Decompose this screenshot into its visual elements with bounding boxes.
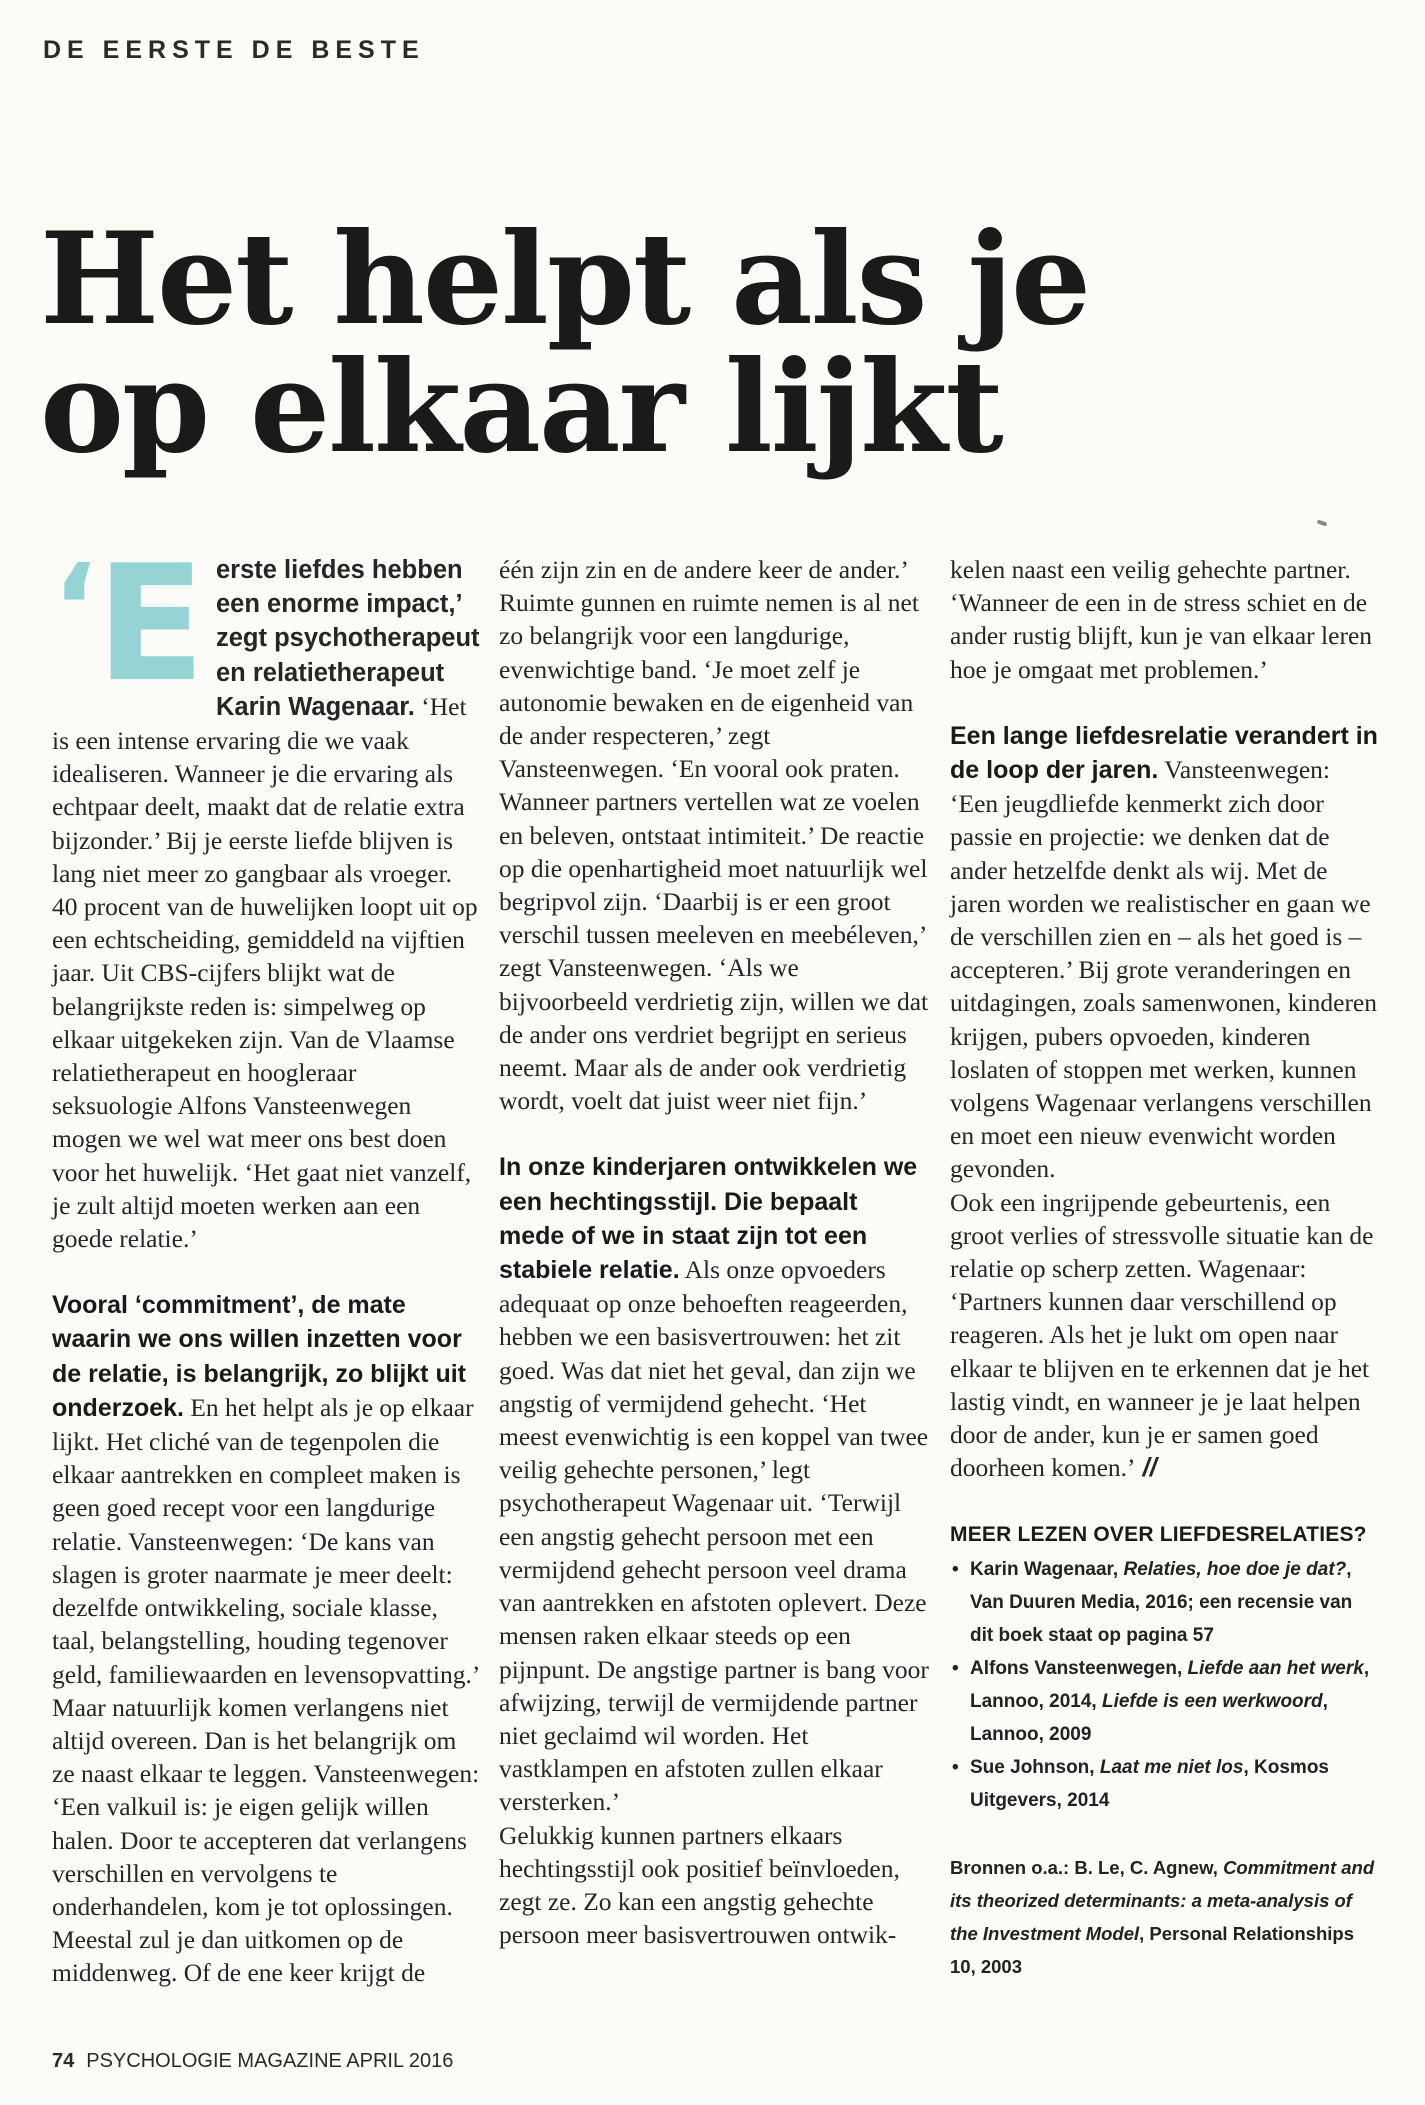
- paragraph: [499, 1150, 929, 1818]
- subheading: Een lange liefdesrelatie verandert in de loop der jaren.: [950, 721, 1378, 785]
- list-item: • Sue Johnson, Laat me niet los, Kosmos Uitgevers, 2014: [950, 1751, 1380, 1817]
- paragraph: [950, 719, 1380, 1186]
- intro-body: ‘Het is een intense ervaring die we vaak idealiseren. Wanneer je die ervaring als echtpaar deelt, maakt dat de relatie extra bijzonder.’ Bij je eerste liefde blijven is lang niet meer zo gangbaar als vroeger. 40 procent van de huwelijken loopt uit op een echtscheiding, gemiddeld na vijftien jaar. Uit CBS-cijfers blijkt wat de belangrijkste reden is: simpelweg op elkaar uitgekeken zijn. Van de Vlaamse relatietherapeut en hoogleraar seksuologie Alfons Vansteenwegen mogen we wel wat meer ons best doen voor het huwelijk. ‘Het gaat niet vanzelf, je zult altijd moeten werken aan een goede relatie.’: [52, 691, 478, 1254]
- headline-line-1: Het helpt als je: [40, 205, 1090, 353]
- sources-note: Bronnen o.a.: B. Le, C. Agnew, Commitment and its theorized determinants: a meta-analysis of the Investment Model, Personal Relationships 10, 2003: [950, 1857, 1375, 1978]
- paragraph: kelen naast een veilig gehechte partner. ‘Wanneer de een in de stress schiet en de ander rustig blijft, kun je van elkaar leren hoe je omgaat met problemen.’: [950, 555, 1373, 684]
- drop-cap: [52, 530, 206, 717]
- paragraph: één zijn zin en de andere keer de ander.’ Ruimte gunnen en ruimte nemen is al net zo belangrijk voor een langdurige, evenwichtige band. ‘Je moet zelf je autonomie bewaken en de eigenheid van de ander respecteren,’ zegt Vansteenwegen. ‘En vooral ook praten. Wanneer partners vertellen wat ze voelen en beleven, ontstaat intimiteit.’ De reactie op die openhartigheid moet natuurlijk wel begripvol zijn. ‘Daarbij is er een groot verschil tussen meeleven en meebéleven,’ zegt Vansteenwegen. ‘Als we bijvoorbeeld verdrietig zijn, willen we dat de ander ons verdriet begrijpt en serieus neemt. Maar als de ander ook verdrietig wordt, voelt dat juist weer niet fijn.’: [499, 555, 929, 1116]
- paragraph-body: Als onze opvoeders adequaat op onze behoeften reageerden, hebben we een basisvertrouwen: het zit goed. Was dat niet het geval, dan zijn we angstig of vermijdend gehecht. ‘Het meest evenwichtig is een koppel van twee veilig gehechte personen,’ legt psychotherapeut Wagenaar uit. ‘Terwijl een angstig gehecht persoon met een vermijdend gehecht persoon veel drama van aantrekken en afstoten oplevert. Deze mensen raken elkaar steeds op een pijnpunt. De angstige partner is bang voor afwijzing, terwijl de vermijdende partner niet geclaimd wil worden. Het vastklampen en afstoten zullen elkaar versterken.’: [499, 1255, 929, 1817]
- read-more-list: [950, 1553, 1380, 1817]
- article-column-3: [950, 553, 1380, 1983]
- read-more-box: [950, 1518, 1380, 1983]
- paragraph: [950, 1186, 1380, 1486]
- paragraph-body: Ook een ingrijpende gebeurtenis, een groot verlies of stressvolle situatie kan de relatie op scherp zetten. Wagenaar: ‘Partners kunnen daar verschillend op reageren. Als het je lukt om open naar elkaar te blijven en te erkennen dat je het lastig vindt, en wanneer je je laat helpen door de ander, kun je er samen goed doorheen komen.’: [950, 1187, 1374, 1483]
- paragraph-body: Vansteenwegen: ‘Een jeugdliefde kenmerkt zich door passie en projectie: we denken dat de ander hetzelfde denkt als wij. Met de jaren worden we realistischer en gaan we de verschillen zien en – als het goed is – accepteren.’ Bij grote veranderingen en uitdagingen, zoals samenwonen, kinderen krijgen, pubers opvoeden, kinderen loslaten of stoppen met werken, kunnen volgens Wagenaar verlangens verschillen en moet een nieuw evenwicht worden gevonden.: [950, 755, 1378, 1184]
- page-footer: [52, 2050, 453, 2073]
- scan-speck: [1317, 519, 1328, 526]
- paragraph: Maar natuurlijk komen verlangens niet altijd overeen. Dan is het belangrijk om ze naast elkaar te leggen. Vansteenwegen: ‘Een valkuil is: je eigen gelijk willen halen. Door te accepteren dat verlangens verschillen en vervolgens te onderhandelen, kom je tot oplossingen. Meestal zul je dan uitkomen op de middenweg. Of de ene keer krijgt de: [52, 1692, 480, 1988]
- list-item: • Alfons Vansteenwegen, Liefde aan het werk, Lannoo, 2014, Liefde is een werkwoord, Lannoo, 2009: [950, 1652, 1380, 1751]
- drop-cap-quote: ‘: [52, 540, 98, 679]
- end-mark: //: [1135, 1454, 1157, 1483]
- intro-lead: erste liefdes hebben een enorme impact,’ zegt psychotherapeut en relatietherapeut Karin Wagenaar.: [216, 556, 480, 721]
- drop-cap-letter: E: [96, 530, 206, 717]
- paragraph-body: En het helpt als je op elkaar lijkt. Het cliché van de tegenpolen die elkaar aantrekken en compleet maken is geen goed recept voor een langdurige relatie. Vansteenwegen: ‘De kans van slagen is groter naarmate je meer deelt: dezelfde ontwikkeling, sociale klasse, taal, belangstelling, houding tegenover geld, familiewaarden en levensopvatting.’: [52, 1392, 481, 1689]
- article-column-2: [499, 553, 929, 1951]
- list-item: • Karin Wagenaar, Relaties, hoe doe je dat?, Van Duuren Media, 2016; een recensie van dit boek staat op pagina 57: [950, 1553, 1380, 1652]
- headline-line-2: op elkaar lijkt: [40, 333, 1002, 481]
- article-column-1: [52, 530, 482, 1990]
- article-headline: [40, 205, 1340, 481]
- section-kicker: DE EERSTE DE BESTE: [43, 36, 425, 64]
- read-more-heading: MEER LEZEN OVER LIEFDESRELATIES?: [950, 1523, 1367, 1547]
- subheading: Vooral ‘commitment’, de mate waarin we ons willen inzetten voor de relatie, is belangrijk, zo blijkt uit onderzoek.: [52, 1291, 466, 1422]
- subheading: In onze kinderjaren ontwikkelen we een hechtingsstijl. Die bepaalt mede of we in staat zijn tot een stabiele relatie.: [499, 1153, 918, 1285]
- paragraph: [52, 1288, 482, 1690]
- paragraph: Gelukkig kunnen partners elkaars hechtingsstijl ook positief beïnvloeden, zegt ze. Zo kan een angstig gehechte persoon meer basisvertrouwen ontwik-: [499, 1820, 900, 1950]
- page-number: 74: [52, 2050, 75, 2072]
- publication-name: PSYCHOLOGIE MAGAZINE APRIL 2016: [86, 2050, 454, 2072]
